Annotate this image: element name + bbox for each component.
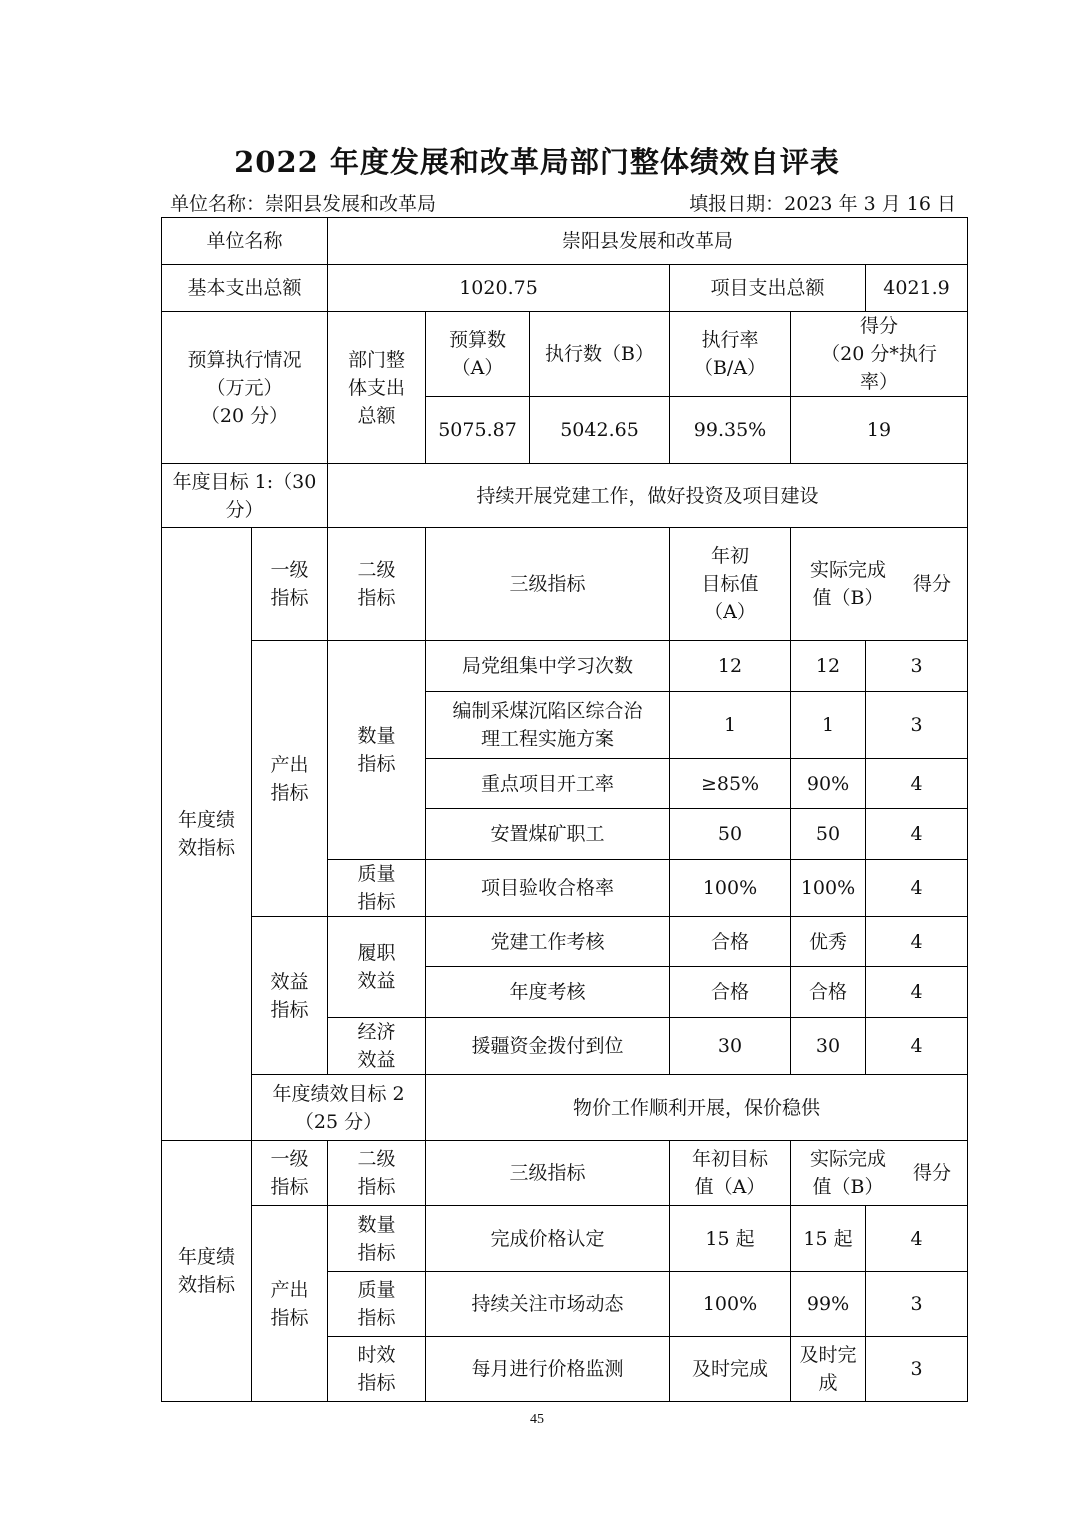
project-expenditure-value: 4021.9 <box>866 265 968 312</box>
dept-total-label: 部门整 体支出 总额 <box>328 312 426 464</box>
table-row <box>162 464 968 528</box>
indicator-target: 合格 <box>670 967 791 1018</box>
target-header: 年初目标 值（A） <box>670 1141 791 1206</box>
actual-header: 实际完成 值（B） <box>810 559 887 609</box>
score-header: 得分 <box>913 1162 952 1184</box>
indicator-actual: 50 <box>791 809 866 860</box>
indicator-actual: 及时完成 <box>791 1337 866 1402</box>
table-row <box>162 312 968 397</box>
budget-header: 预算数 （A） <box>426 312 530 397</box>
indicator-actual: 合格 <box>791 967 866 1018</box>
indicator-name: 持续关注市场动态 <box>426 1272 670 1337</box>
page-title: 2022 年度发展和改革局部门整体绩效自评表 <box>234 145 840 179</box>
duty-benefit-label: 履职 效益 <box>328 917 426 1018</box>
unit-name-label: 单位名称：崇阳县发展和改革局 <box>170 193 437 215</box>
budget-value: 5075.87 <box>426 397 530 464</box>
indicator-target: 及时完成 <box>670 1337 791 1402</box>
indicator-name: 重点项目开工率 <box>426 759 670 809</box>
indicator-actual: 15 起 <box>791 1206 866 1272</box>
table-row <box>162 917 968 967</box>
basic-expenditure-value: 1020.75 <box>328 265 670 312</box>
quantity-indicator-label: 数量 指标 <box>328 1206 426 1272</box>
level-1-header: 一级 指标 <box>252 528 328 641</box>
indicator-score: 4 <box>866 1206 968 1272</box>
indicator-actual: 99% <box>791 1272 866 1337</box>
indicator-target: 15 起 <box>670 1206 791 1272</box>
indicator-name: 完成价格认定 <box>426 1206 670 1272</box>
fill-date-label: 填报日期：2023 年 3 月 16 日 <box>689 193 956 215</box>
indicator-name: 项目验收合格率 <box>426 860 670 917</box>
indicator-target: 合格 <box>670 917 791 967</box>
indicator-name: 安置煤矿职工 <box>426 809 670 860</box>
table-row <box>162 1075 968 1141</box>
indicator-target: 100% <box>670 1272 791 1337</box>
target-header: 年初 目标值 （A） <box>670 528 791 641</box>
annual-indicator-label: 年度绩 效指标 <box>162 528 252 1141</box>
indicator-score: 4 <box>866 860 968 917</box>
indicator-name: 年度考核 <box>426 967 670 1018</box>
indicator-score: 3 <box>866 1272 968 1337</box>
actual-score-header-cell <box>791 1141 968 1206</box>
indicator-actual: 90% <box>791 759 866 809</box>
quantity-indicator-label: 数量 指标 <box>328 641 426 860</box>
economic-benefit-label: 经济 效益 <box>328 1018 426 1075</box>
goal-1-label: 年度目标 1:（30 分） <box>162 464 328 528</box>
table-row <box>162 218 968 265</box>
indicator-name: 党建工作考核 <box>426 917 670 967</box>
executed-value: 5042.65 <box>530 397 670 464</box>
level-1-header: 一级 指标 <box>252 1141 328 1206</box>
indicator-score: 3 <box>866 692 968 759</box>
indicator-score: 4 <box>866 967 968 1018</box>
indicator-target: 50 <box>670 809 791 860</box>
table-row <box>162 641 968 692</box>
budget-execution-label: 预算执行情况 （万元） （20 分） <box>162 312 328 464</box>
indicator-actual: 30 <box>791 1018 866 1075</box>
benefit-indicator-label: 效益 指标 <box>252 917 328 1075</box>
page-number: 45 <box>530 1412 544 1427</box>
output-indicator-label: 产出 指标 <box>252 641 328 917</box>
level-2-header: 二级 指标 <box>328 528 426 641</box>
table-row <box>162 265 968 312</box>
budget-score-header: 得分 （20 分*执行 率） <box>791 312 968 397</box>
indicator-score: 4 <box>866 809 968 860</box>
indicator-score: 4 <box>866 917 968 967</box>
level-3-header: 三级指标 <box>426 1141 670 1206</box>
indicator-score: 4 <box>866 1018 968 1075</box>
goal-2-label: 年度绩效目标 2 （25 分） <box>252 1075 426 1141</box>
indicator-score: 3 <box>866 1337 968 1402</box>
indicator-name: 编制采煤沉陷区综合治 理工程实施方案 <box>426 692 670 759</box>
indicator-actual: 优秀 <box>791 917 866 967</box>
execution-rate-value: 99.35% <box>670 397 791 464</box>
level-3-header: 三级指标 <box>426 528 670 641</box>
executed-header: 执行数（B） <box>530 312 670 397</box>
output-indicator-label: 产出 指标 <box>252 1206 328 1402</box>
performance-table <box>161 217 968 1402</box>
level-2-header: 二级 指标 <box>328 1141 426 1206</box>
quality-indicator-label: 质量 指标 <box>328 860 426 917</box>
indicator-name: 每月进行价格监测 <box>426 1337 670 1402</box>
indicator-actual: 100% <box>791 860 866 917</box>
table-row <box>162 528 968 641</box>
unit-name-value: 崇阳县发展和改革局 <box>328 218 968 265</box>
indicator-name: 援疆资金拨付到位 <box>426 1018 670 1075</box>
goal-2-text: 物价工作顺利开展，保价稳供 <box>426 1075 968 1141</box>
indicator-actual: 1 <box>791 692 866 759</box>
timeliness-indicator-label: 时效 指标 <box>328 1337 426 1402</box>
actual-header: 实际完成 值（B） <box>810 1148 887 1198</box>
quality-indicator-label: 质量 指标 <box>328 1272 426 1337</box>
indicator-target: 12 <box>670 641 791 692</box>
indicator-target: 30 <box>670 1018 791 1075</box>
project-expenditure-label: 项目支出总额 <box>670 265 866 312</box>
indicator-target: ≥85% <box>670 759 791 809</box>
score-header: 得分 <box>913 573 952 595</box>
indicator-actual: 12 <box>791 641 866 692</box>
indicator-target: 100% <box>670 860 791 917</box>
table-row <box>162 1141 968 1206</box>
goal-1-text: 持续开展党建工作，做好投资及项目建设 <box>328 464 968 528</box>
budget-score-value: 19 <box>791 397 968 464</box>
table-row <box>162 1206 968 1272</box>
basic-expenditure-label: 基本支出总额 <box>162 265 328 312</box>
indicator-score: 4 <box>866 759 968 809</box>
indicator-score: 3 <box>866 641 968 692</box>
actual-score-header-cell <box>791 528 968 641</box>
unit-name-header: 单位名称 <box>162 218 328 265</box>
execution-rate-header: 执行率 （B/A） <box>670 312 791 397</box>
indicator-name: 局党组集中学习次数 <box>426 641 670 692</box>
annual-indicator-label: 年度绩 效指标 <box>162 1141 252 1402</box>
indicator-target: 1 <box>670 692 791 759</box>
